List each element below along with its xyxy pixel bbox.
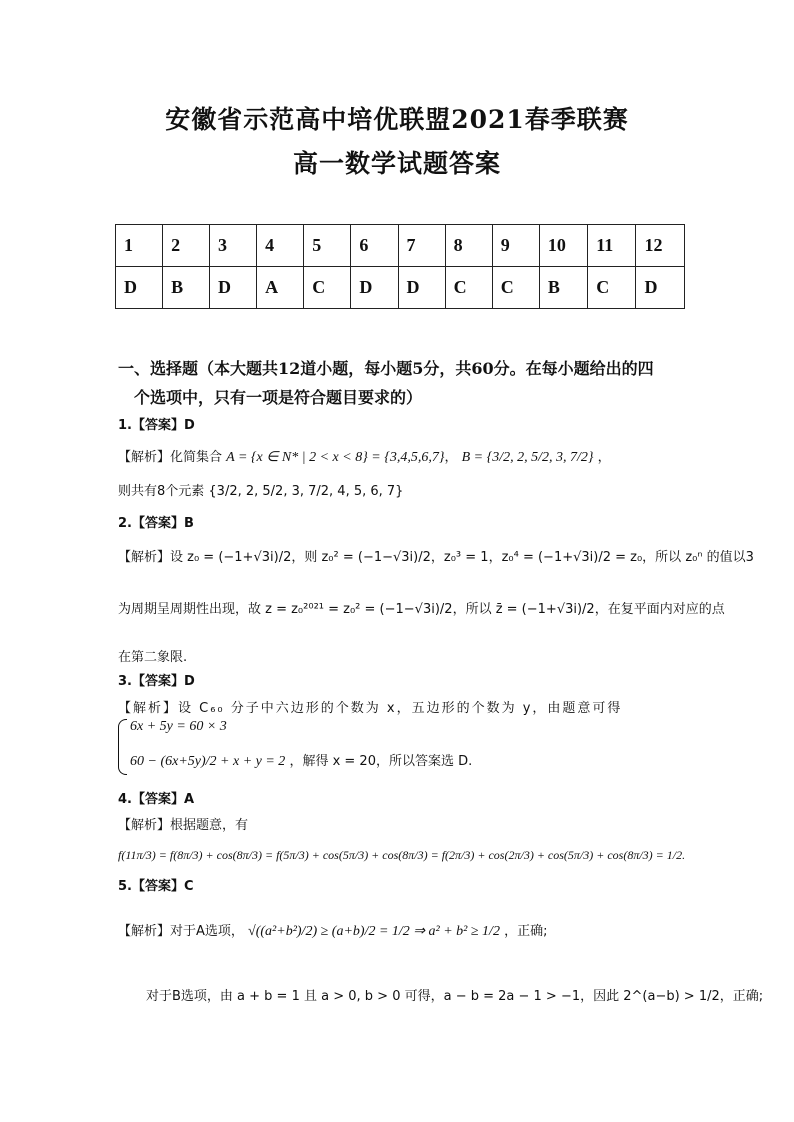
answer-table-answer-cell: D: [351, 267, 398, 309]
answer-table: [115, 224, 685, 309]
answer-table-answer-cell: C: [492, 267, 539, 309]
answer-table-number-cell: 12: [636, 225, 685, 267]
q4-answer: 4.【答案】A: [118, 792, 195, 807]
answer-table-answer-cell: B: [163, 267, 210, 309]
answer-table-number-cell: 2: [163, 225, 210, 267]
answer-table-number-cell: 7: [398, 225, 445, 267]
answer-table-answer-row: [116, 267, 685, 309]
q4-analysis-line1: 【解析】根据题意，有: [118, 818, 249, 833]
answer-table-answer-cell: C: [304, 267, 351, 309]
answer-table-answer-cell: D: [398, 267, 445, 309]
q2-analysis-line1: 【解析】设 z₀ = (−1+√3i)/2，则 z₀² = (−1−√3i)/2，z₀³ = 1，z₀⁴ = (−1+√3i)/2 = z₀，所以 z₀ⁿ 的值以3: [118, 550, 754, 565]
answer-table-number-cell: 11: [588, 225, 636, 267]
q5-answer: 5.【答案】C: [118, 879, 194, 894]
answer-table-answer-cell: A: [257, 267, 304, 309]
answer-table-number-cell: 5: [304, 225, 351, 267]
doc-subtitle: 高一数学试题答案: [292, 149, 501, 178]
answer-table-number-cell: 3: [210, 225, 257, 267]
q3-eq2-row: [130, 750, 472, 770]
answer-table-number-cell: 1: [116, 225, 163, 267]
q5-line1-prefix: 【解析】对于A选项，: [118, 924, 244, 939]
q1-answer: 1.【答案】D: [118, 418, 195, 433]
answer-table-answer-cell: D: [210, 267, 257, 309]
q1-analysis-line1: 【解析】化简集合 A = {x ∈ N* | 2 < x < 8} = {3,4,5,6,7}， B = {3/2, 2, 5/2, 3, 7/2} ，: [118, 450, 611, 465]
q1-prefix: 【解析】化简集合: [118, 450, 223, 465]
q3-tail: ，解得 x = 20，所以答案选 D.: [289, 754, 473, 769]
answer-table-answer-cell: D: [636, 267, 685, 309]
q3-eq1: 6x + 5y = 60 × 3: [130, 719, 227, 734]
answer-table-number-cell: 6: [351, 225, 398, 267]
section-heading-line1: 一、选择题（本大题共12道小题，每小题5分，共60分。在每小题给出的四: [118, 359, 654, 378]
answer-table-answer-cell: C: [445, 267, 492, 309]
q1-analysis-line2: 则共有8个元素 {3/2, 2, 5/2, 3, 7/2, 4, 5, 6, 7}: [118, 484, 404, 499]
answer-table-number-cell: 4: [257, 225, 304, 267]
q2-analysis-line2: 为周期呈周期性出现，故 z = z₀²⁰²¹ = z₀² = (−1−√3i)/2，所以 z̄ = (−1+√3i)/2，在复平面内对应的点: [118, 602, 725, 617]
q2-analysis-line3: 在第二象限.: [118, 650, 188, 665]
q3-answer: 3.【答案】D: [118, 674, 195, 689]
q3-system-brace: [118, 719, 127, 775]
q1-setA: A = {x ∈ N* | 2 < x < 8} = {3,4,5,6,7}: [226, 450, 445, 465]
answer-table-answer-cell: B: [539, 267, 587, 309]
q2-answer: 2.【答案】B: [118, 516, 194, 531]
q1-setB: B = {3/2, 2, 5/2, 3, 7/2}: [461, 450, 594, 465]
answer-table-number-cell: 10: [539, 225, 587, 267]
answer-table-answer-cell: D: [116, 267, 163, 309]
answer-table-number-cell: 8: [445, 225, 492, 267]
q5-line1-suffix: ，正确;: [504, 924, 548, 939]
section-heading-line2: 个选项中，只有一项是符合题目要求的）: [134, 388, 423, 407]
q4-formula: f(11π/3) = f(8π/3) + cos(8π/3) = f(5π/3) + cos(5π/3) + cos(8π/3) = f(2π/3) + cos(2π/3) + cos(5π/3) + cos(8π/3) = 1/2.: [118, 848, 686, 862]
q3-eq2: 60 − (6x+5y)/2 + x + y = 2: [130, 754, 286, 769]
answer-table-number-row: [116, 225, 685, 267]
q5-analysis-line2: 对于B选项，由 a + b = 1 且 a > 0, b > 0 可得，a − b = 2a − 1 > −1，因此 2^(a−b) > 1/2，正确;: [146, 989, 764, 1004]
q5-line1-formula: √((a²+b²)/2) ≥ (a+b)/2 = 1/2 ⇒ a² + b² ≥ 1/2: [248, 924, 500, 939]
answer-table-answer-cell: C: [588, 267, 636, 309]
q3-analysis-line1: 【解析】设 C₆₀ 分子中六边形的个数为 x，五边形的个数为 y，由题意可得: [118, 701, 623, 716]
section-heading: [118, 354, 688, 412]
doc-title: 安徽省示范高中培优联盟2021春季联赛: [165, 105, 629, 134]
q5-analysis-line1: [118, 920, 547, 940]
answer-table-number-cell: 9: [492, 225, 539, 267]
